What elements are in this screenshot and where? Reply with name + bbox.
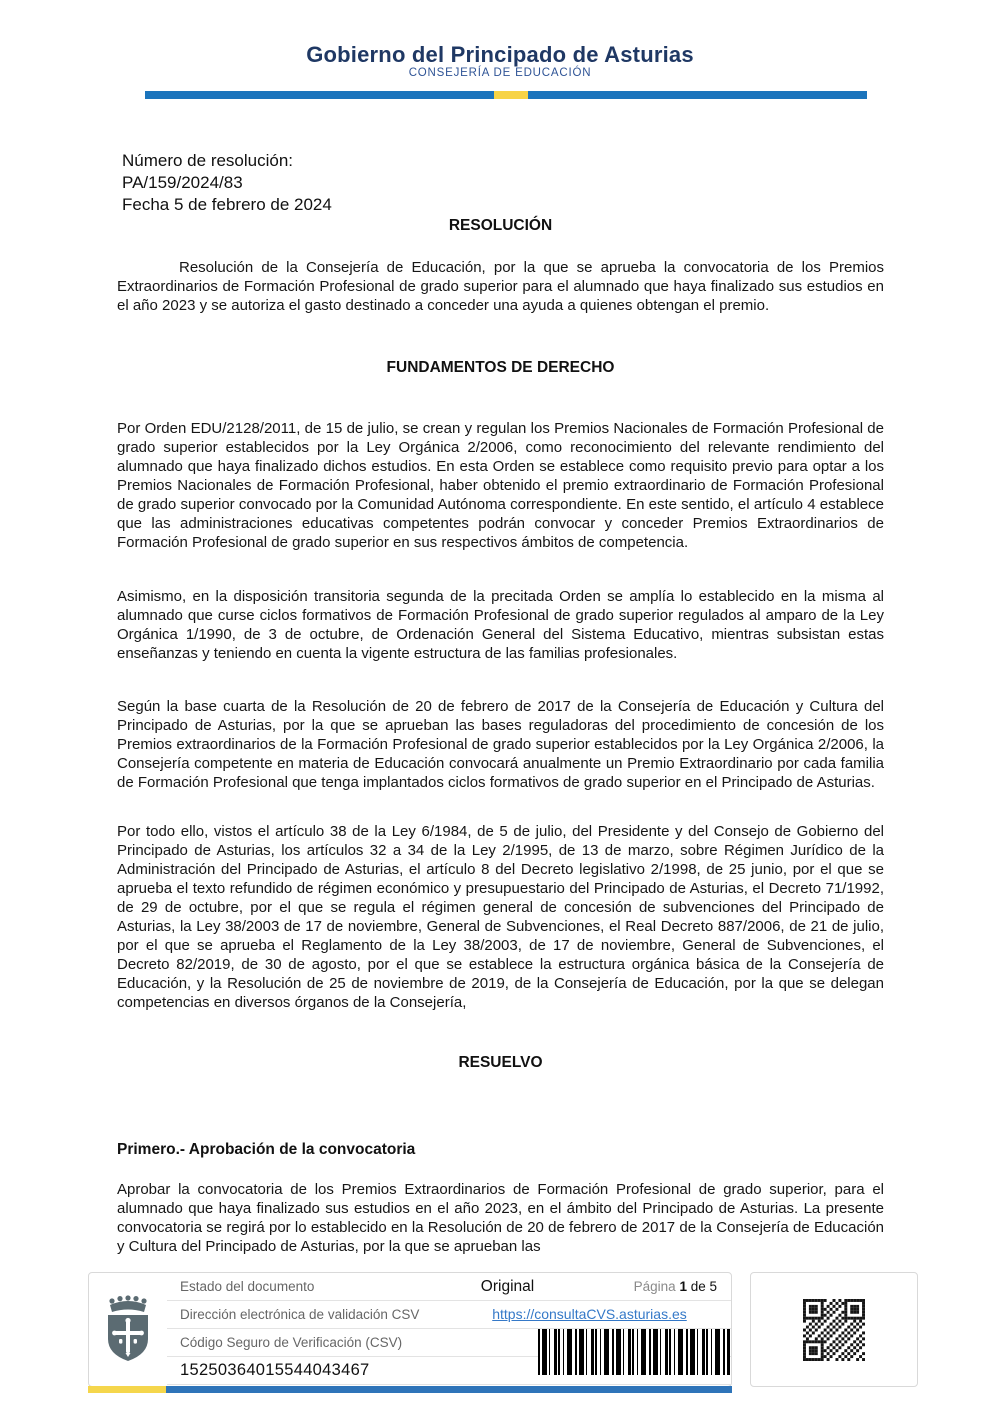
csv-url-label: Dirección electrónica de validación CSV [180, 1307, 420, 1322]
paragraph: Por Orden EDU/2128/2011, de 15 de julio, se crean y regulan los Premios Nacionales de Formación Profesional de grado superior establecidos por la Ley Orgánica 2/2006, como reconocimiento del relevante rendimiento del alumnado que haya finalizado dichos estudios. En esta Orden se establece como requisito previo para optar a los Premios Nacionales de Formación Profesional, haber obtenido el premio extraordinario de Formación Profesional de grado superior convocado por la Comunidad Autónoma correspondiente. En este sentido, el artículo 4 establece que las administraciones educativas competentes podrán convocar y conceder Premios Extraordinarios de Formación Profesional de grado superior en sus respectivos ámbitos de competencia. [117, 420, 884, 551]
table-row-csv-url [167, 1301, 731, 1329]
resolution-number-label: Número de resolución: [122, 151, 294, 170]
header-subtitle: CONSEJERÍA DE EDUCACIÓN [408, 67, 592, 79]
section-heading-fundamentos: FUNDAMENTOS DE DERECHO [386, 359, 615, 376]
qr-code-icon [803, 1299, 865, 1361]
csv-code-value: 15250364015544043467 [180, 1361, 370, 1379]
qr-code-box [750, 1272, 918, 1387]
section-heading-resuelvo: RESUELVO [458, 1054, 543, 1071]
barcode [538, 1329, 730, 1375]
header-divider-yellow-segment [494, 91, 528, 99]
table-row-status [167, 1273, 731, 1301]
paragraph: Según la base cuarta de la Resolución de 20 de febrero de 2017 de la Consejería de Educación y Cultura del Principado de Asturias, por la que se aprueban las bases reguladoras del procedimiento de concesión de los Premios extraordinarios de la Formación Profesional de grado superior establecidos por la Ley Orgánica 2/2006, la Consejería competente en materia de Educación convocará anualmente un Premio Extraordinario por cada familia de Formación Profesional que tenga implantados ciclos formativos de grado superior en el Principado de Asturias. [117, 698, 884, 791]
intro-paragraph: Resolución de la Consejería de Educación, por la que se aprueba la convocatoria de los Premios Extraordinarios de Formación Profesional de grado superior para el alumnado que haya finalizado sus estudios en el año 2023 y se autoriza el gasto destinado a conceder una ayuda a quienes obtengan el premio. [117, 259, 884, 314]
csv-code-label: Código Seguro de Verificación (CSV) [180, 1335, 403, 1350]
paragraph: Por todo ello, vistos el artículo 38 de la Ley 6/1984, de 5 de julio, del Presidente y del Consejo de Gobierno del Principado de Asturias, los artículos 32 a 34 de la Ley 2/1995, de 13 de marzo, sobre Régimen Jurídico de la Administración del Principado de Asturias, el artículo 8 del Decreto legislativo 2/1998, de 25 junio, por el que se aprueba el texto refundido de régimen económico y presupuestario del Principado de Asturias, el Decreto 71/1992, de 29 de octubre, por el que se regula el régimen general de concesión de subvenciones del Principado de Asturias, la Ley 38/2003 de 17 de noviembre, General de Subvenciones, el Real Decreto 887/2006, de 21 de julio, por el que se aprueba el Reglamento de la Ley 38/2003, de 17 de noviembre, General de Subvenciones, el Decreto 82/2019, de 30 de agosto, por el que se establece la estructura orgánica básica de la Consejería de Educación, y la Resolución de 25 de noviembre de 2019, de la Consejería de Educación, por la que se delegan competencias en diversos órganos de la Consejería, [117, 823, 884, 1011]
resolution-meta [122, 150, 332, 216]
header-divider-bar [145, 91, 867, 99]
footer-bar-yellow-segment [88, 1386, 166, 1393]
page-title: Gobierno del Principado de Asturias [306, 42, 694, 67]
validation-footer [88, 1272, 732, 1387]
doc-title: RESOLUCIÓN [448, 217, 553, 234]
page-indicator-suffix: de 5 [690, 1279, 717, 1294]
page-indicator [567, 1279, 731, 1294]
validation-table [167, 1273, 731, 1386]
asturias-coat-of-arms-icon [89, 1273, 167, 1386]
paragraph: Asimismo, en la disposición transitoria segunda de la precitada Orden se amplía lo establecido en la misma al alumnado que curse ciclos formativos de Formación Profesional de grado superior regulados al amparo de la Ley Orgánica 1/1990, de 3 de octubre, de Ordenación General del Sistema Educativo, mientras subsistan estas enseñanzas y teniendo en cuenta la vigente estructura de las familias profesionales. [117, 588, 884, 662]
footer-bar-blue-segment [166, 1386, 732, 1393]
csv-validation-link[interactable]: https://consultaCVS.asturias.es [492, 1305, 687, 1322]
status-value: Original [480, 1277, 535, 1295]
resolution-number: PA/159/2024/83 [122, 173, 243, 192]
page-indicator-prefix: Página [633, 1279, 676, 1294]
point1-body: Aprobar la convocatoria de los Premios Extraordinarios de Formación Profesional de grado superior, para el alumnado que haya finalizado sus estudios en el año 2023, en el ámbito del Principado de Asturias. La presente convocatoria se regirá por lo establecido en la Resolución de 20 de febrero de 2017 de la Consejería de Educación y Cultura del Principado de Asturias, por la que se aprueban las [117, 1181, 884, 1255]
point1-heading: Primero.- Aprobación de la convocatoria [117, 1141, 416, 1158]
page-number: 1 [679, 1279, 687, 1294]
status-label: Estado del documento [180, 1279, 315, 1294]
resolution-date: Fecha 5 de febrero de 2024 [122, 195, 332, 214]
